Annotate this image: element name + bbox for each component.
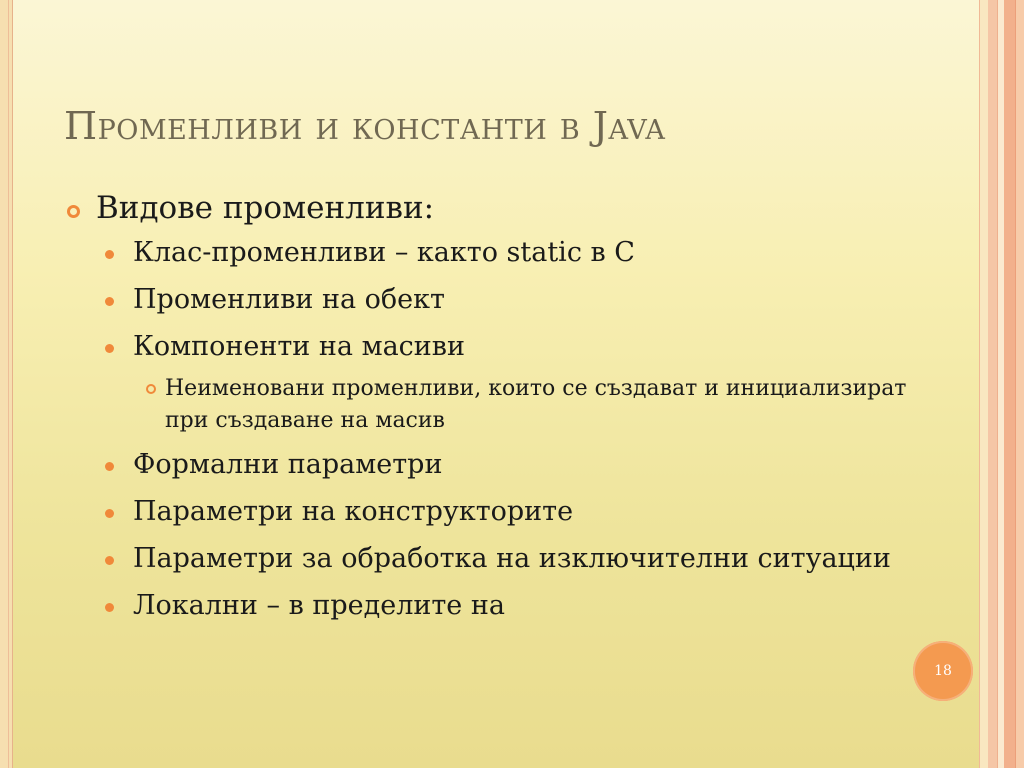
list-item [104,495,924,529]
dot-bullet-icon [105,509,114,518]
list-item-text: Компоненти на масиви [133,331,465,363]
list-item [104,236,924,270]
right-decorative-stripes [980,0,1024,768]
dot-bullet-icon [105,556,114,565]
stripe [979,0,988,768]
list-item-text: Променливи на обект [133,284,445,316]
list-item [104,448,924,482]
sub-list-item [144,373,924,435]
list-item [104,283,924,317]
sub-list-item-text: Неименовани променливи, които се създават и инициализират при създаване на масив [165,376,907,433]
list-item-text: Параметри на конструкторите [133,495,574,527]
slide-content [64,188,924,636]
ring-bullet-icon [67,205,80,218]
list-item-text: Локални – в пределите на [133,589,505,621]
list-item [104,330,924,364]
page-number-badge [913,641,973,701]
dot-bullet-icon [105,297,114,306]
left-frame-border [0,0,13,768]
list-item-text: Формални параметри [133,448,443,480]
list-item [104,542,924,576]
stripe [1015,0,1024,768]
stripe [997,0,1004,768]
bullet-heading-text: Видове променливи: [96,190,435,226]
dot-bullet-icon [105,344,114,353]
list-item-text: Клас-променливи – както static в C [133,237,635,269]
bullet-heading [64,188,924,228]
small-ring-bullet-icon [146,384,156,394]
page-number: 18 [934,663,952,679]
dot-bullet-icon [105,603,114,612]
dot-bullet-icon [105,250,114,259]
list-item-text: Параметри за обработка на изключителни ситуации [133,542,891,574]
slide-title: Променливи и константи в Java [64,104,666,148]
dot-bullet-icon [105,462,114,471]
list-item [104,589,924,623]
